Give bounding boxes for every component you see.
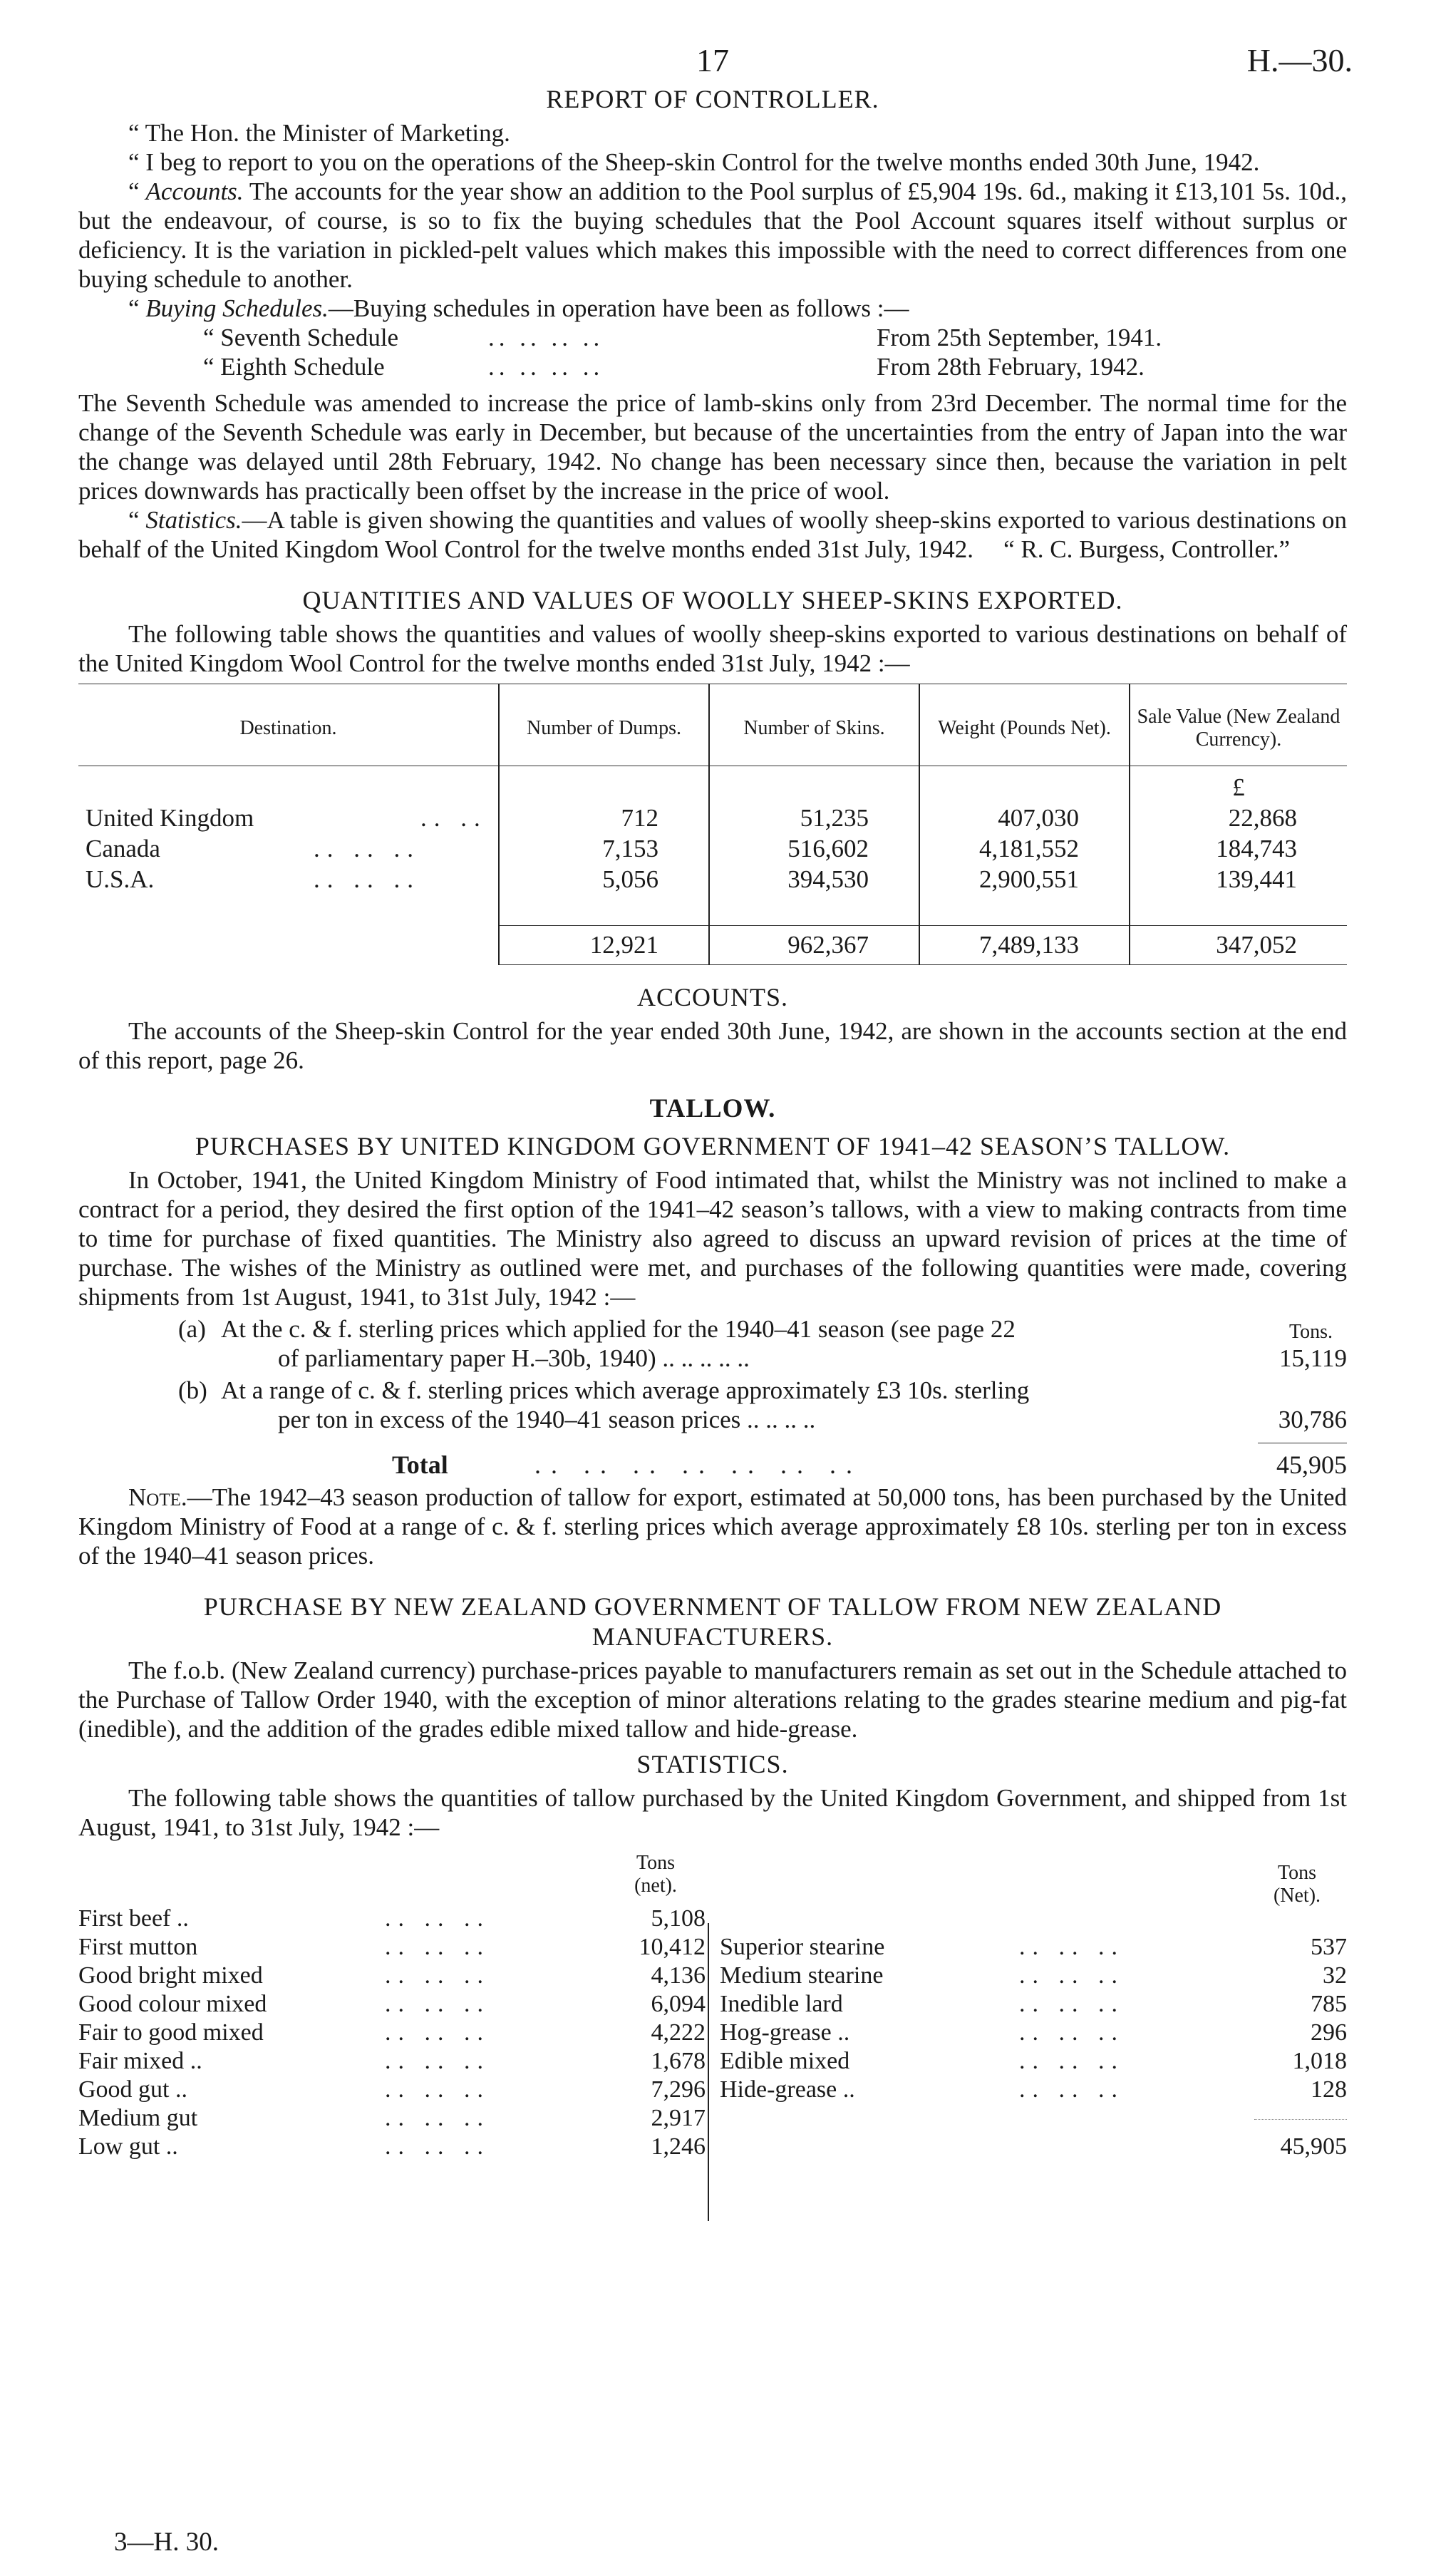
value-cell: 184,743	[1130, 833, 1347, 864]
col-skins: Number of Skins.	[709, 684, 919, 766]
woolly-title: QUANTITIES AND VALUES OF WOOLLY SHEEP-SKINS EXPORTED.	[302, 586, 1123, 614]
leader-dots: .. .. ..	[385, 2133, 490, 2160]
woolly-intro: The following table shows the quantities and values of woolly sheep-skins exported to various destinations on behalf of the United Kingdom Wool Control for the twelve months ended 31st July, 1942 :—	[78, 620, 1347, 677]
weight-cell: 407,030	[919, 803, 1130, 833]
value-cell: 139,441	[1130, 864, 1347, 895]
col-dumps: Number of Dumps.	[499, 684, 709, 766]
controller-signature: “ R. C. Burgess, Controller.”	[1003, 535, 1290, 563]
page-number: 17	[696, 42, 729, 78]
schedule-from: From 28th February, 1942.	[877, 353, 1145, 381]
stats-row	[78, 2019, 706, 2047]
col-destination: Destination.	[78, 684, 499, 766]
schedule-row	[78, 323, 1347, 352]
tons-value: 1,246	[651, 2133, 706, 2160]
item-line2: of parliamentary paper H.–30b, 1940) .. .. .. .. ..	[278, 1344, 750, 1372]
total-label: Total	[392, 1451, 448, 1479]
leader-dots: .. .. ..	[385, 2048, 490, 2074]
stats-row	[720, 1990, 1347, 2019]
controller-report-title: REPORT OF CONTROLLER.	[546, 85, 879, 113]
total-dumps: 12,921	[499, 926, 709, 965]
item-line1: At the c. & f. sterling prices which applied for the 1940–41 season (see page 22	[221, 1315, 1016, 1343]
nz-purchase-title: PURCHASE BY NEW ZEALAND GOVERNMENT OF TALLOW FROM NEW ZEALAND MANUFACTURERS.	[203, 1592, 1222, 1651]
leader-dots: .. .. ..	[385, 1934, 490, 1960]
tons-value: 128	[1311, 2076, 1347, 2103]
grade-name: First mutton	[78, 1934, 198, 1960]
tons-value: 785	[1311, 1991, 1347, 2017]
item-line1: At a range of c. & f. sterling prices which average approximately £3 10s. sterling	[221, 1376, 1030, 1404]
stats-row	[78, 2133, 706, 2161]
grade-name: Hide-grease ..	[720, 2076, 855, 2103]
table-row	[78, 833, 1347, 864]
schedule-name: “ Seventh Schedule	[203, 324, 399, 351]
nz-purchase-text: The f.o.b. (New Zealand currency) purchase-prices payable to manufacturers remain as set out in the Schedule attached to the Purchase of Tallow Order 1940, with the exception of minor alterations relating to the grades stearine medium and pig-fat (inedible), and the addition of the grades edible mixed tallow and hide-grease.	[78, 1657, 1347, 1743]
grade-name: Superior stearine	[720, 1934, 885, 1960]
statistics-text: —A table is given showing the quantities and values of woolly sheep-skins exported to various destinations on behalf of the United Kingdom Wool Control for the twelve months ended 31st July, 1942.	[78, 506, 1347, 563]
tons-value: 4,222	[651, 2019, 706, 2046]
grade-name: Low gut ..	[78, 2133, 178, 2160]
woolly-table	[78, 684, 1347, 965]
amendment-paragraph: The Seventh Schedule was amended to increase the price of lamb-skins only from 23rd December. The normal time for the change of the Seventh Schedule was early in December, but because of the uncertainties from the entry of Japan into the war the change was delayed until 28th February, 1942. No change has been necessary since then, because the variation in pelt prices downwards has practically been offset by the increase in the price of wool.	[78, 389, 1347, 505]
leader-dots: .. .. ..	[385, 1991, 490, 2017]
total-value: 347,052	[1130, 926, 1347, 965]
tons-value: 1,018	[1292, 2048, 1347, 2074]
statistics-intro: The following table shows the quantities of tallow purchased by the United Kingdom Government, and shipped from 1st August, 1941, to 31st July, 1942 :—	[78, 1784, 1347, 1841]
buying-schedules-paragraph: “ Buying Schedules.—Buying schedules in operation have been as follows :—	[128, 294, 909, 322]
grade-name: Fair to good mixed	[78, 2019, 264, 2046]
grade-name: Edible mixed	[720, 2048, 850, 2074]
totals-row	[78, 926, 1347, 965]
item-value: 30,786	[1278, 1406, 1347, 1433]
leader-dots: .. .. ..	[1019, 2076, 1125, 2103]
tons-value: 296	[1311, 2019, 1347, 2046]
leader-dots: .. .. ..	[1019, 1962, 1125, 1989]
grade-name: Inedible lard	[720, 1991, 843, 2017]
stats-row	[78, 1990, 706, 2019]
stats-row	[78, 2047, 706, 2076]
item-label: (b)	[178, 1376, 207, 1404]
tons-value: 537	[1311, 1934, 1347, 1960]
printer-signature-mark: 3—H. 30.	[114, 2528, 219, 2557]
leader-dots: .. ..	[420, 803, 487, 832]
tallow-subtitle: PURCHASES BY UNITED KINGDOM GOVERNMENT OF 1941–42 SEASON’S TALLOW.	[195, 1132, 1231, 1160]
tons-value: 6,094	[651, 1991, 706, 2017]
dumps-cell: 712	[499, 803, 709, 833]
grade-name: Hog-grease ..	[720, 2019, 850, 2046]
buying-text: —Buying schedules in operation have been as follows :—	[328, 294, 909, 322]
skins-cell: 516,602	[709, 833, 919, 864]
accounts-label: Accounts.	[145, 177, 244, 205]
note-paragraph	[78, 1483, 1347, 1570]
weight-cell: 4,181,552	[919, 833, 1130, 864]
document-page	[78, 29, 1353, 2222]
dumps-cell: 5,056	[499, 864, 709, 895]
buying-label: Buying Schedules.	[145, 294, 329, 322]
tons-value: 1,678	[651, 2048, 706, 2074]
grade-name: Good gut ..	[78, 2076, 187, 2103]
item-label: (a)	[178, 1315, 206, 1343]
stats-row	[720, 1962, 1347, 1990]
schedule-from: From 25th September, 1941.	[877, 324, 1162, 351]
statistics-paragraph: “ Statistics.—A table is given showing the quantities and values of woolly sheep-skins exported to various destinations on behalf of the United Kingdom Wool Control for the twelve months ended 31st July, 1942.	[78, 506, 1347, 563]
table-row	[78, 864, 1347, 895]
tallow-paragraph: In October, 1941, the United Kingdom Ministry of Food intimated that, whilst the Ministry was not inclined to make a contract for a period, they desired the first option of the 1941–42 season’s tallows, with a view to making contracts from time to time for purchase of fixed quantities. The Ministry also agreed to discuss an upward revision of prices at the time of purchase. The wishes of the Ministry as outlined were met, and purchases of the following quantities were made, covering shipments from 1st August, 1941, to 31st July, 1942 :—	[78, 1166, 1347, 1311]
stats-row	[720, 2047, 1347, 2076]
leader-dots: .. .. .. ..	[488, 353, 604, 381]
accounts-text: The accounts for the year show an addition to the Pool surplus of £5,904 19s. 6d., making it £13,101 5s. 10d., but the endeavour, of course, is so to fix the buying schedules that the Pool Account squares itself without surplus or deficiency. It is the variation in pickled-pelt values which makes this impossible with the need to correct differences from one buying schedule to another.	[78, 177, 1347, 293]
tons-value: 7,296	[651, 2076, 706, 2103]
paper-reference: H.—30.	[1246, 42, 1353, 78]
leader-dots: .. .. ..	[1019, 1934, 1125, 1960]
tons-value: 2,917	[651, 2105, 706, 2131]
col-weight: Weight (Pounds Net).	[919, 684, 1130, 766]
stats-row	[720, 2019, 1347, 2047]
schedule-row	[78, 352, 1347, 381]
purchase-item-a	[78, 1314, 1347, 1376]
note-text: —The 1942–43 season production of tallow for export, estimated at 50,000 tons, has been purchased by the United Kingdom Ministry of Food at a range of c. & f. sterling prices which average approximately £8 10s. sterling per ton in excess of the 1940–41 season prices.	[78, 1483, 1347, 1570]
grade-name: Good bright mixed	[78, 1962, 263, 1989]
stats-row	[78, 2076, 706, 2104]
grade-name: Fair mixed ..	[78, 2048, 202, 2074]
col-sale-value: Sale Value (New Zealand Currency).	[1130, 684, 1347, 766]
item-value: 15,119	[1279, 1344, 1347, 1372]
net-header: (Net).	[1273, 1885, 1321, 1907]
grade-name: Good colour mixed	[78, 1991, 267, 2017]
total-skins: 962,367	[709, 926, 919, 965]
page-header	[78, 29, 1353, 78]
leader-dots: .. .. .. .. .. .. ..	[534, 1451, 862, 1479]
tallow-title: TALLOW.	[649, 1094, 776, 1123]
leader-dots: .. .. ..	[1019, 2048, 1125, 2074]
schedule-name: “ Eighth Schedule	[203, 353, 385, 381]
stats-row	[78, 1962, 706, 1990]
stats-row	[78, 1905, 706, 1933]
grade-name: Medium stearine	[720, 1962, 884, 1989]
leader-dots: .. .. ..	[314, 865, 420, 893]
table-row	[78, 803, 1347, 833]
column-divider	[708, 1923, 709, 2221]
tons-value: 10,412	[639, 1934, 706, 1960]
accounts-text: The accounts of the Sheep-skin Control for the year ended 30th June, 1942, are shown in the accounts section at the end of this report, page 26.	[78, 1017, 1347, 1074]
currency-row	[78, 766, 1347, 803]
leader-dots: .. .. ..	[385, 1905, 490, 1932]
tons-label: Tons.	[1288, 1321, 1333, 1343]
tallow-statistics	[78, 1852, 1347, 2222]
statistics-label: Statistics.	[145, 506, 242, 534]
stats-row	[720, 2076, 1347, 2104]
tons-header: Tons	[636, 1852, 676, 1874]
stats-total: 45,905	[1280, 2133, 1347, 2160]
destination: U.S.A.	[86, 865, 155, 893]
currency-symbol: £	[1130, 766, 1347, 803]
accounts-paragraph: “ Accounts. The accounts for the year show an addition to the Pool surplus of £5,904 19s. 6d., making it £13,101 5s. 10d., but the endeavour, of course, is so to fix the buying schedules that the Pool Account squares itself without surplus or deficiency. It is the variation in pickled-pelt values which makes this impossible with the need to correct differences from one buying schedule to another.	[78, 177, 1347, 293]
statistics-title: STATISTICS.	[636, 1750, 789, 1778]
tons-value: 32	[1323, 1962, 1347, 1989]
item-line2: per ton in excess of the 1940–41 season prices .. .. .. ..	[278, 1406, 816, 1433]
purchase-item-b	[78, 1376, 1347, 1437]
total-weight: 7,489,133	[919, 926, 1130, 965]
weight-cell: 2,900,551	[919, 864, 1130, 895]
leader-dots: .. .. ..	[385, 2076, 490, 2103]
stats-row	[78, 2104, 706, 2133]
value-cell: 22,868	[1130, 803, 1347, 833]
table-header-row	[78, 684, 1347, 766]
total-value: 45,905	[1276, 1451, 1347, 1479]
tons-value: 4,136	[651, 1962, 706, 1989]
report-intro: “ I beg to report to you on the operations of the Sheep-skin Control for the twelve months ended 30th June, 1942.	[128, 148, 1260, 176]
leader-dots: .. .. ..	[385, 1962, 490, 1989]
salutation: “ The Hon. the Minister of Marketing.	[128, 119, 510, 147]
skins-cell: 394,530	[709, 864, 919, 895]
leader-dots: .. .. .. ..	[488, 324, 604, 351]
destination: Canada	[86, 834, 160, 862]
leader-dots: .. .. ..	[385, 2019, 490, 2046]
tallow-total-row	[78, 1443, 1347, 1478]
leader-dots: .. .. ..	[314, 834, 420, 862]
stats-row	[78, 1933, 706, 1962]
destination: United Kingdom	[86, 803, 254, 832]
leader-dots: .. .. ..	[1019, 2019, 1125, 2046]
grade-name: First beef ..	[78, 1905, 189, 1932]
grade-name: Medium gut	[78, 2105, 198, 2131]
leader-dots: .. .. ..	[1019, 1991, 1125, 2017]
net-header: (net).	[634, 1875, 677, 1897]
note-label: Note.	[128, 1483, 187, 1511]
accounts-title: ACCOUNTS.	[636, 983, 789, 1011]
dumps-cell: 7,153	[499, 833, 709, 864]
tons-value: 5,108	[651, 1905, 706, 1932]
leader-dots: .. .. ..	[385, 2105, 490, 2131]
skins-cell: 51,235	[709, 803, 919, 833]
stats-row	[720, 1933, 1347, 1962]
tons-header: Tons	[1277, 1862, 1317, 1884]
